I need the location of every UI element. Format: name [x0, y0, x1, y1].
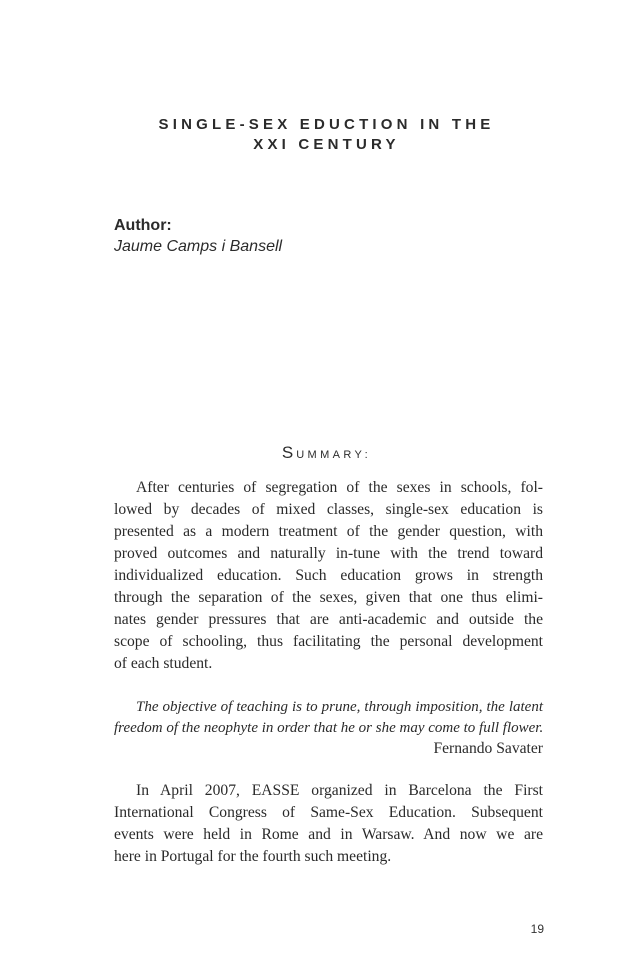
summary-line: of each student. — [114, 655, 213, 672]
title-line-1: SINGLE-SEX EDUCTION IN THE — [158, 116, 495, 133]
summary-line: After centuries of segregation of the sexes in schools, fol- — [136, 479, 543, 496]
body-line: here in Portugal for the fourth such meeting. — [114, 848, 392, 865]
quote-line: freedom of the neophyte in order that he or she may come to full flower. — [114, 720, 544, 736]
author-label: Author: — [114, 217, 172, 234]
summary-line: nates gender pressures that are anti-academic and outside the — [114, 611, 543, 628]
body-line: events were held in Rome and in Warsaw. And now we are — [114, 826, 543, 843]
summary-heading — [110, 443, 543, 463]
summary-line: presented as a modern treatment of the gender question, with — [114, 523, 543, 540]
body-line: In April 2007, EASSE organized in Barcelona the First — [136, 782, 543, 799]
body-line: International Congress of Same-Sex Education. Subsequent — [114, 804, 543, 821]
page-number: 19 — [530, 922, 544, 936]
quote-line: The objective of teaching is to prune, through imposition, the latent — [136, 699, 543, 715]
author-name: Jaume Camps i Bansell — [114, 238, 283, 255]
summary-heading-rest: UMMARY: — [296, 449, 372, 461]
quote-attribution: Fernando Savater — [433, 740, 543, 757]
title-line-2: XXI CENTURY — [253, 136, 400, 153]
summary-line: individualized education. Such education grows in strength — [114, 567, 543, 584]
summary-heading-initial: S — [281, 443, 297, 462]
summary-line: lowed by decades of mixed classes, single-sex education is — [114, 501, 543, 518]
summary-line: proved outcomes and naturally in-tune with the trend toward — [114, 545, 543, 562]
summary-line: scope of schooling, thus facilitating the personal development — [114, 633, 543, 650]
summary-line: through the separation of the sexes, given that one thus elimi- — [114, 589, 543, 606]
